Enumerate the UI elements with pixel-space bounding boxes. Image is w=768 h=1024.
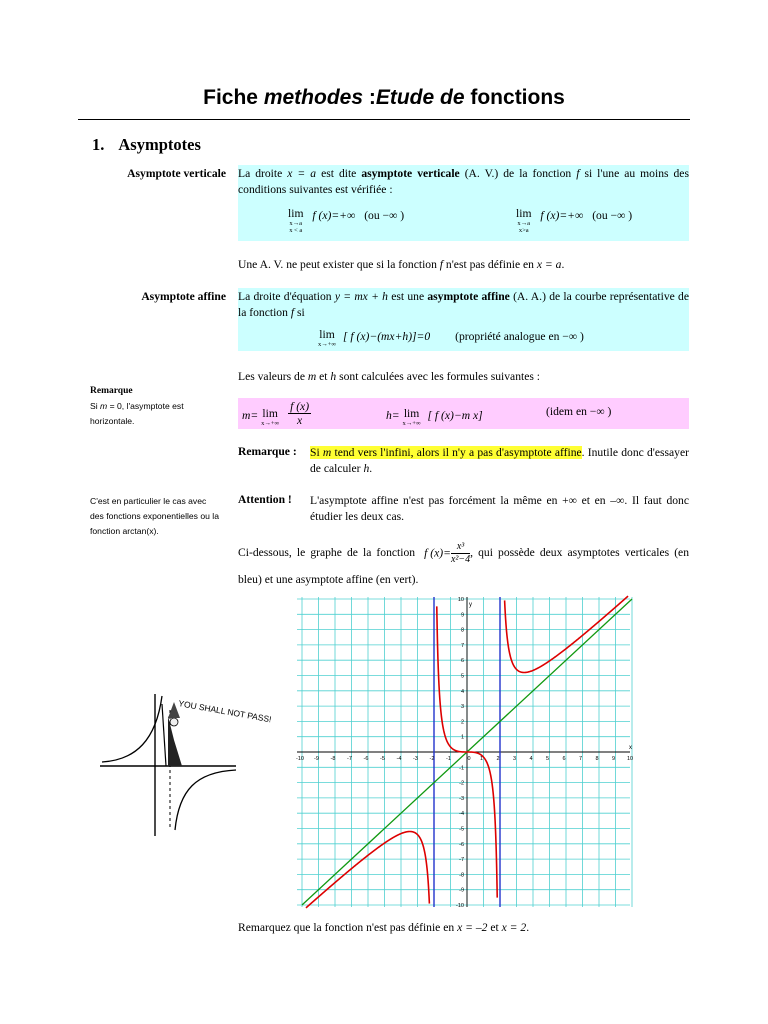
x-axis-label: x	[629, 745, 632, 751]
x-tick-label: -3	[413, 756, 418, 762]
function-graph	[296, 597, 634, 909]
x-tick-label: -4	[396, 756, 402, 762]
x-tick-label: 4	[529, 756, 533, 762]
y-tick-label: -1	[459, 765, 464, 772]
remark-text: Si m tend vers l'infini, alors il n'y a pas d'asymptote affine. Inutile donc d'essayer de calculer h.	[310, 446, 689, 475]
aa-label: Asymptote affine	[141, 290, 226, 303]
y-tick-label: 8	[460, 627, 464, 634]
x-tick-label: 1	[479, 756, 484, 762]
y-tick-label: 10	[457, 597, 464, 603]
section-heading: 1. Asymptotes	[92, 135, 201, 154]
footer-note: Remarquez que la fonction n'est pas définie en x = –2 et x = 2.	[238, 921, 530, 934]
title-rule	[78, 119, 690, 120]
av-definition-box	[238, 165, 689, 241]
y-tick-label: 7	[460, 642, 464, 649]
x-tick-label: 9	[611, 756, 616, 762]
attention-text: L'asymptote affine n'est pas forcément la même en +∞ et en –∞. Il faut donc étudier les deux cas.	[310, 494, 689, 523]
cartoon-curve-right	[175, 770, 236, 830]
y-tick-label: 9	[460, 612, 464, 619]
aa-formulas-box	[238, 398, 689, 429]
y-tick-label: -10	[456, 903, 464, 909]
y-axis-label: y	[469, 602, 472, 608]
y-tick-label: -9	[459, 887, 464, 894]
cartoon-curve-left	[102, 696, 162, 762]
av-definition: La droite x = a est dite asymptote verticale (A. V.) de la fonction f si l'une au moins des conditions suivantes est vérifiée :	[238, 167, 689, 196]
av-limit-left: lim x→a x < a f (x)=+∞ (ou −∞ )	[288, 207, 405, 234]
y-tick-label: -6	[459, 841, 464, 848]
cartoon-speech-1: YOU SHALL NOT PASS!	[177, 698, 273, 725]
y-tick-label: 5	[460, 673, 464, 680]
y-tick-label: -2	[459, 780, 464, 787]
h-formula: h= lim x→+∞ [ f (x)−m x]	[386, 407, 483, 427]
av-note: Une A. V. ne peut exister que si la fonction f n'est pas définie en x = a.	[238, 258, 565, 271]
aa-definition-box	[238, 288, 689, 351]
x-tick-label: 0	[467, 756, 471, 762]
av-limit-right: lim x→a x>a f (x)=+∞ (ou −∞ )	[516, 207, 633, 234]
aa-definition: La droite d'équation y = mx + h est une asymptote affine (A. A.) de la courbe représentative de la fonction f si	[238, 290, 690, 319]
x-tick-label: 6	[562, 756, 566, 762]
x-tick-label: -10	[296, 756, 304, 762]
y-tick-label: -4	[459, 811, 464, 818]
aa-limit: lim x→+∞ [ f (x)−(mx+h)]=0 (propriété analogue en −∞ )	[318, 328, 584, 348]
y-tick-label: -5	[459, 826, 464, 833]
x-tick-label: -7	[347, 756, 352, 762]
aa-values-text: Les valeurs de m et h sont calculées avec les formules suivantes :	[238, 370, 540, 383]
attention-label: Attention !	[238, 493, 292, 506]
x-tick-label: -9	[314, 756, 319, 762]
y-tick-label: -8	[459, 872, 464, 879]
wizard-figure	[162, 702, 182, 766]
y-tick-label: 6	[460, 658, 464, 665]
x-tick-label: -8	[330, 756, 336, 762]
x-tick-label: -6	[363, 756, 369, 762]
cartoon-asymptote-wizard	[96, 690, 273, 840]
side-remark-m-zero: Remarque Si m = 0, l'asymptote est horizontale.	[90, 386, 184, 426]
page-title: Fiche methodes :Etude de fonctions	[203, 86, 565, 109]
x-tick-label: 8	[595, 756, 599, 762]
m-formula: m= lim x→+∞ $\frac{f (x)}{x}$	[242, 400, 310, 427]
x-tick-label: -5	[380, 756, 385, 762]
x-tick-label: 10	[626, 756, 634, 762]
y-tick-label: -7	[459, 857, 464, 864]
y-tick-label: 2	[460, 719, 464, 726]
graph-intro-text: Ci-dessous, le graphe de la fonction f (x)= $\frac{\text{x³}}{\text{x²−4}}$ , qui possède deux asymptotes verticales (en bleu) et une asymptote affine (en vert).	[238, 541, 689, 586]
y-tick-label: 1	[460, 734, 464, 741]
x-tick-label: 5	[545, 756, 550, 762]
side-remark-exponential: C'est en particulier le cas avec des fonctions exponentielles ou la fonction arctan(x).	[90, 496, 219, 536]
y-tick-label: 3	[460, 704, 464, 711]
x-tick-label: -2	[429, 756, 435, 762]
x-tick-label: 7	[578, 756, 583, 762]
x-tick-label: 3	[512, 756, 517, 762]
y-tick-label: 4	[460, 688, 464, 695]
y-tick-label: -3	[459, 795, 464, 802]
remark-label: Remarque :	[238, 445, 297, 458]
x-tick-label: -1	[446, 756, 451, 762]
av-label: Asymptote verticale	[127, 167, 226, 180]
idem-note: (idem en −∞ )	[546, 405, 612, 418]
x-tick-label: 2	[496, 756, 500, 762]
